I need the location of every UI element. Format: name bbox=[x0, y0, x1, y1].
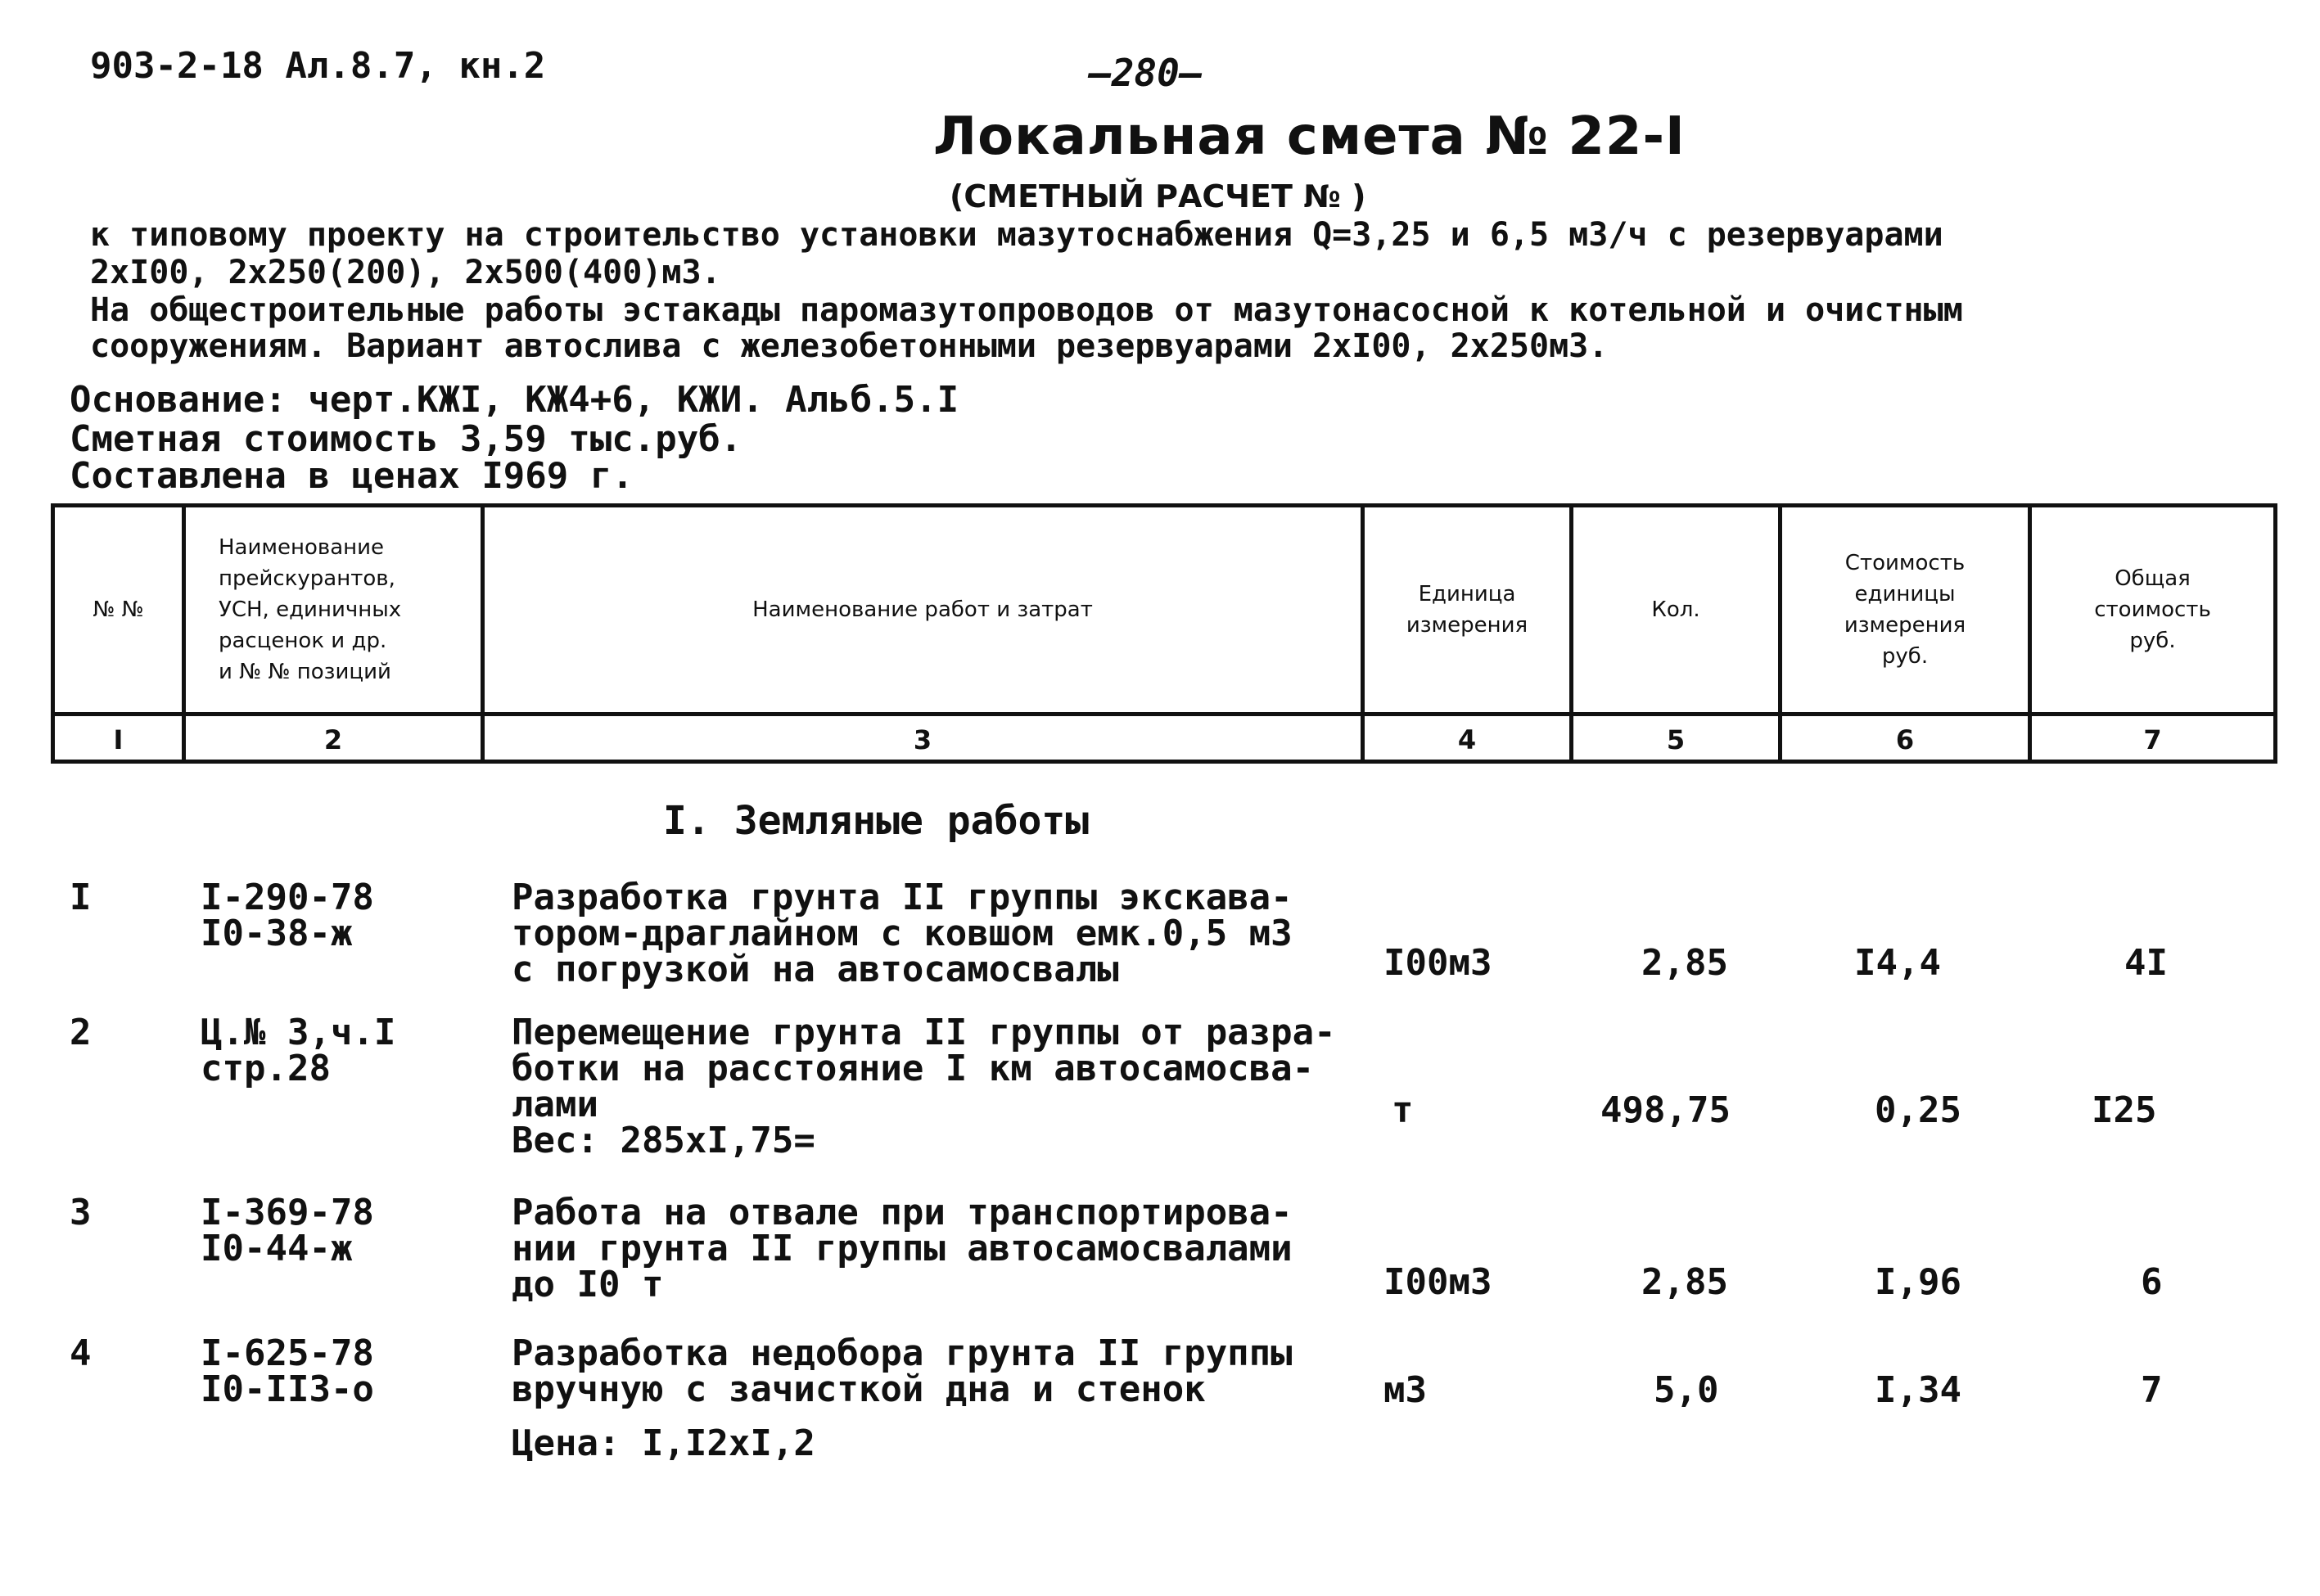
col-header-unit-price: Стоимость единицы измерения руб. bbox=[1844, 551, 1966, 669]
row-unit-price: 0,25 bbox=[1875, 1089, 1961, 1131]
row-number: 3 bbox=[70, 1192, 92, 1233]
col-header-code: Наименование прейскурантов, УСН, единичных расценок и др. и № № позиций bbox=[219, 535, 402, 684]
row-total: 6 bbox=[2141, 1261, 2163, 1303]
row-total: 7 bbox=[2141, 1369, 2163, 1411]
row-number: 2 bbox=[70, 1012, 92, 1053]
row-code: I-625-78 I0-II3-о bbox=[201, 1332, 374, 1410]
row-unit-price: I,34 bbox=[1875, 1369, 1961, 1411]
row-quantity: 2,85 bbox=[1641, 942, 1728, 984]
basis-line-2: Сметная стоимость 3,59 тыс.руб. bbox=[70, 418, 742, 460]
row-quantity: 2,85 bbox=[1641, 1261, 1728, 1303]
row-work-description: Разработка недобора грунта II группы вручную с зачисткой дна и стенок bbox=[512, 1332, 1293, 1410]
row-work-description: Работа на отвале при транспортирова- нии грунта II группы автосамосвалами до I0 т bbox=[512, 1192, 1293, 1305]
document-code: 903-2-18 Ал.8.7, кн.2 bbox=[90, 45, 546, 87]
col-number-5: 5 bbox=[1666, 724, 1686, 755]
col-header-number: № № bbox=[93, 597, 144, 622]
row-price-note: Цена: I,I2хI,2 bbox=[512, 1422, 815, 1464]
row-unit: т bbox=[1392, 1089, 1414, 1131]
row-code: I-290-78 I0-38-ж bbox=[201, 877, 374, 954]
col-header-unit: Единица измерения bbox=[1406, 582, 1528, 638]
col-number-7: 7 bbox=[2143, 724, 2162, 755]
basis-line-3: Составлена в ценах I969 г. bbox=[70, 455, 634, 497]
page-number: —280— bbox=[1089, 51, 1203, 95]
row-unit: I00м3 bbox=[1383, 1261, 1492, 1303]
col-header-work: Наименование работ и затрат bbox=[752, 597, 1093, 622]
col-header-total: Общая стоимость руб. bbox=[2094, 566, 2211, 653]
page-title: Локальная смета № 22-I bbox=[933, 106, 1686, 167]
section-title: I. Земляные работы bbox=[663, 798, 1090, 844]
row-code: Ц.№ 3,ч.I стр.28 bbox=[201, 1012, 396, 1089]
row-unit: I00м3 bbox=[1383, 942, 1492, 984]
description-line-3: На общестроительные работы эстакады паромазутопроводов от мазутонасосной к котельной и очистным bbox=[90, 291, 1963, 329]
description-line-1: к типовому проекту на строительство установки мазутоснабжения Q=3,25 и 6,5 м3/ч с резервуарами bbox=[90, 216, 1943, 254]
basis-line-1: Основание: черт.КЖI, КЖ4+6, КЖИ. Альб.5.I bbox=[70, 379, 959, 421]
row-unit-price: I,96 bbox=[1875, 1261, 1961, 1303]
row-unit: м3 bbox=[1383, 1369, 1427, 1411]
row-total: 4I bbox=[2124, 942, 2168, 984]
col-number-2: 2 bbox=[323, 724, 343, 755]
row-unit-price: I4,4 bbox=[1854, 942, 1941, 984]
row-number: I bbox=[70, 877, 92, 918]
col-number-4: 4 bbox=[1457, 724, 1477, 755]
description-line-2: 2хI00, 2х250(200), 2х500(400)м3. bbox=[90, 254, 721, 291]
col-number-1: I bbox=[113, 724, 124, 755]
col-header-quantity: Кол. bbox=[1651, 597, 1700, 622]
estimate-header-table bbox=[51, 503, 2277, 764]
col-number-3: 3 bbox=[913, 724, 932, 755]
row-quantity: 5,0 bbox=[1654, 1369, 1719, 1411]
col-number-6: 6 bbox=[1895, 724, 1915, 755]
description-line-4: сооружениям. Вариант автослива с железобетонными резервуарами 2хI00, 2х250м3. bbox=[90, 327, 1609, 365]
row-quantity: 498,75 bbox=[1600, 1089, 1731, 1131]
row-number: 4 bbox=[70, 1332, 92, 1374]
row-code: I-369-78 I0-44-ж bbox=[201, 1192, 374, 1269]
row-total: I25 bbox=[2092, 1089, 2157, 1131]
row-work-description: Перемещение грунта II группы от разра- ботки на расстояние I км автосамосва- лами Вес: 285хI,75= bbox=[512, 1012, 1336, 1161]
page-subtitle: (СМЕТНЫЙ РАСЧЕТ № ) bbox=[950, 178, 1366, 214]
row-work-description: Разработка грунта II группы экскава- тором-драглайном с ковшом емк.0,5 м3 с погрузкой на автосамосвалы bbox=[512, 877, 1293, 990]
